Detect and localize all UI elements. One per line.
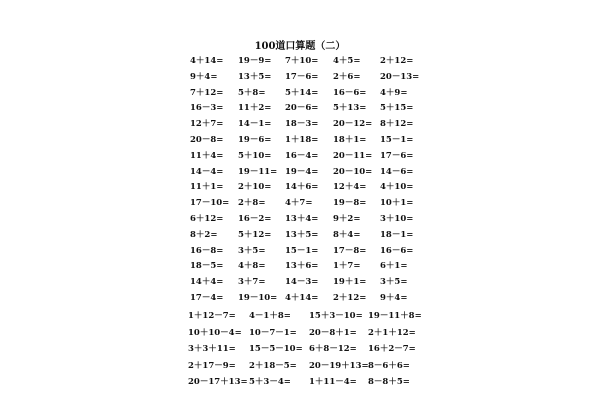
problem-r8-c5: 14－6= — [380, 166, 414, 177]
multi-step-problem-r2-c4: 2＋1＋12= — [368, 327, 416, 338]
problem-r7-c5: 17－6= — [380, 150, 414, 161]
problem-r8-c4: 20－10= — [333, 166, 373, 177]
problem-r3-c2: 5＋8= — [238, 87, 266, 98]
problem-r14-c2: 4＋8= — [238, 261, 266, 272]
problem-r5-c1: 12＋7= — [190, 119, 224, 130]
multi-step-problem-r5-c1: 20－17＋13= — [188, 377, 248, 387]
problem-r13-c5: 16－6= — [380, 245, 414, 256]
problem-r2-c5: 20－13= — [380, 71, 420, 82]
problem-r3-c5: 4＋9= — [380, 87, 408, 98]
problem-r2-c3: 17－6= — [285, 71, 319, 82]
page-title: 100道口算题（二） — [254, 41, 346, 52]
problem-r10-c4: 19－8= — [333, 198, 367, 209]
problem-r12-c4: 8＋4= — [333, 229, 361, 240]
problem-r9-c3: 14＋6= — [285, 182, 319, 193]
multi-step-problem-r2-c2: 10－7－1= — [249, 327, 297, 338]
problem-r3-c3: 5＋14= — [285, 87, 319, 98]
multi-step-problem-r4-c1: 2＋17－9= — [188, 360, 236, 371]
problem-r16-c4: 2＋12= — [333, 293, 367, 303]
problem-r16-c1: 17－4= — [190, 293, 224, 303]
problem-r12-c5: 18－1= — [380, 229, 414, 240]
multi-step-problem-r5-c3: 1＋11－4= — [309, 377, 357, 387]
problem-r4-c3: 20－6= — [285, 103, 319, 114]
problem-r4-c5: 5＋15= — [380, 103, 414, 114]
problem-r10-c3: 4＋7= — [285, 198, 313, 209]
problem-r15-c4: 19＋1= — [333, 277, 367, 288]
multi-step-problem-r4-c3: 20－19＋13= — [309, 360, 369, 371]
problem-r6-c4: 18＋1= — [333, 135, 367, 145]
problem-r16-c2: 19－10= — [238, 293, 278, 303]
problem-r2-c2: 13＋5= — [238, 71, 272, 82]
problem-r1-c3: 7＋10= — [285, 56, 319, 66]
problem-r3-c4: 16－6= — [333, 87, 367, 98]
multi-step-problem-r1-c3: 15＋3－10= — [309, 311, 363, 321]
multi-step-problem-r3-c3: 6＋8－12= — [309, 344, 357, 354]
problem-r14-c1: 18－5= — [190, 261, 224, 272]
problem-r12-c3: 13＋5= — [285, 229, 319, 240]
problem-r10-c5: 10＋1= — [380, 198, 414, 209]
problem-r9-c4: 12＋4= — [333, 182, 367, 193]
problem-r1-c2: 19－9= — [238, 56, 272, 66]
problem-r5-c2: 14－1= — [238, 119, 272, 130]
problem-r11-c3: 13＋4= — [285, 214, 319, 224]
problem-r13-c1: 16－8= — [190, 245, 224, 256]
problem-r10-c2: 2＋8= — [238, 198, 266, 209]
problem-r13-c4: 17－8= — [333, 245, 367, 256]
problem-r12-c1: 8＋2= — [190, 229, 218, 240]
problem-r9-c5: 4＋10= — [380, 182, 414, 193]
multi-step-problem-r3-c2: 15－5－10= — [249, 344, 303, 354]
problem-r7-c1: 11＋4= — [190, 150, 224, 161]
problem-r7-c3: 16－4= — [285, 150, 319, 161]
problem-r15-c3: 14－3= — [285, 277, 319, 288]
problem-r13-c2: 3＋5= — [238, 245, 266, 256]
problem-r14-c5: 6＋1= — [380, 261, 408, 272]
problem-r9-c2: 2＋10= — [238, 182, 272, 193]
multi-step-problem-r1-c2: 4－1＋8= — [249, 311, 291, 321]
problem-r14-c4: 1＋7= — [333, 261, 361, 272]
problem-r1-c4: 4＋5= — [333, 56, 361, 66]
problem-r3-c1: 7＋12= — [190, 87, 224, 98]
problem-r1-c5: 2＋12= — [380, 56, 414, 66]
multi-step-problem-r4-c4: 8－6＋6= — [368, 360, 410, 371]
problem-r2-c4: 2＋6= — [333, 71, 361, 82]
multi-step-problem-r2-c1: 10＋10－4= — [188, 327, 242, 338]
problem-r1-c1: 4＋14= — [190, 56, 224, 66]
problem-r5-c3: 18－3= — [285, 119, 319, 130]
multi-step-problem-r2-c3: 20－8＋1= — [309, 327, 357, 338]
problem-r6-c5: 15－1= — [380, 135, 414, 145]
problem-r10-c1: 17－10= — [190, 198, 230, 209]
multi-step-problem-r1-c1: 1＋12－7= — [188, 311, 236, 321]
problem-r11-c1: 6＋12= — [190, 214, 224, 224]
problem-r6-c3: 1＋18= — [285, 135, 319, 145]
problem-r11-c4: 9＋2= — [333, 214, 361, 224]
problem-r13-c3: 15－1= — [285, 245, 319, 256]
problem-r11-c5: 3＋10= — [380, 214, 414, 224]
problem-r7-c4: 20－11= — [333, 150, 373, 161]
problem-r15-c1: 14＋4= — [190, 277, 224, 288]
problem-r2-c1: 9＋4= — [190, 71, 218, 82]
problem-r6-c2: 19－6= — [238, 135, 272, 145]
multi-step-problem-r3-c4: 16＋2－7= — [368, 344, 416, 354]
problem-r16-c5: 9＋4= — [380, 293, 408, 303]
problem-r15-c5: 3＋5= — [380, 277, 408, 288]
problem-r8-c2: 19－11= — [238, 166, 278, 177]
multi-step-problem-r4-c2: 2＋18－5= — [249, 360, 297, 371]
problem-r4-c2: 11＋2= — [238, 103, 272, 114]
problem-r11-c2: 16－2= — [238, 214, 272, 224]
problem-r12-c2: 5＋12= — [238, 229, 272, 240]
problem-r15-c2: 3＋7= — [238, 277, 266, 288]
multi-step-problem-r1-c4: 19－11＋8= — [368, 311, 422, 321]
multi-step-problem-r3-c1: 3＋3＋11= — [188, 344, 236, 354]
problem-r7-c2: 5＋10= — [238, 150, 272, 161]
multi-step-problem-r5-c2: 5＋3－4= — [249, 377, 291, 387]
problem-r8-c1: 14－4= — [190, 166, 224, 177]
problem-r14-c3: 13＋6= — [285, 261, 319, 272]
problem-r9-c1: 11＋1= — [190, 182, 224, 193]
multi-step-problem-r5-c4: 8－8＋5= — [368, 377, 410, 387]
problem-r5-c5: 8＋12= — [380, 119, 414, 130]
problem-r6-c1: 20－8= — [190, 135, 224, 145]
problem-r16-c3: 4＋14= — [285, 293, 319, 303]
problem-r4-c1: 16－3= — [190, 103, 224, 114]
problem-r8-c3: 19－4= — [285, 166, 319, 177]
problem-r5-c4: 20－12= — [333, 119, 373, 130]
problem-r4-c4: 5＋13= — [333, 103, 367, 114]
